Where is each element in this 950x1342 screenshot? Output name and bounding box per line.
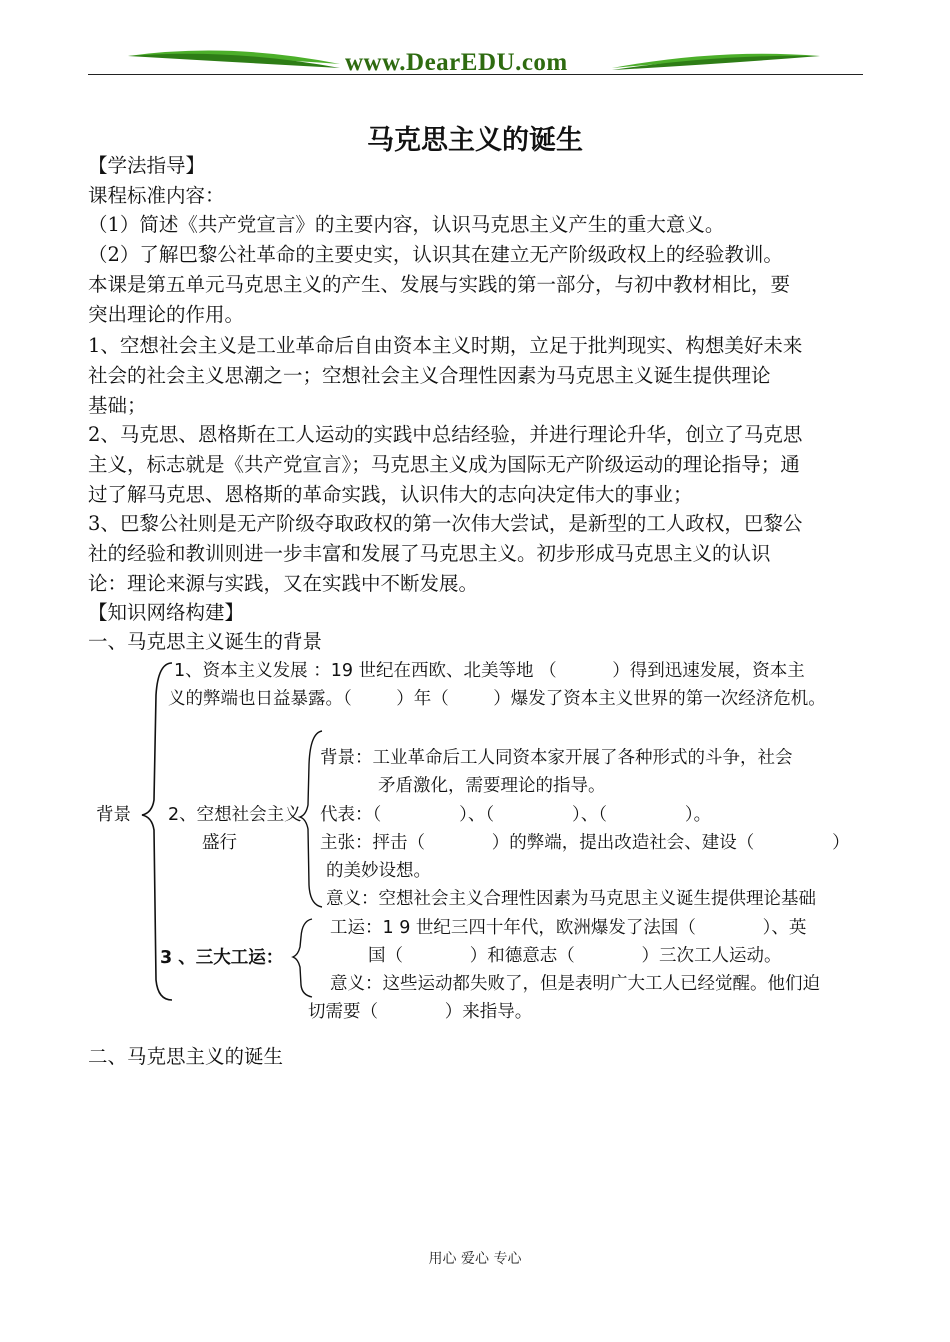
section-heading-network: 【知识网络构建】 [88,601,245,624]
diagram-item2-label: 2、空想社会主义 [168,805,302,825]
diagram-item2-label: 盛行 [202,833,237,853]
page-footer: 用心 爱心 专心 [428,1251,522,1267]
section-heading-study: 【学法指导】 [88,154,206,177]
diagram-item1: 义的弊端也日益暴露。（ ）年（ ）爆发了资本主义世界的第一次经济危机。 [168,689,826,709]
paragraph-line: 突出理论的作用。 [88,303,245,326]
diagram-item2-meaning: 意义：空想社会主义合理性因素为马克思主义诞生提供理论基础 [326,889,816,909]
diagram-item2-claim: 的美妙设想。 [326,861,431,881]
paragraph-line: 过了解马克思、恩格斯的革命实践，认识伟大的志向决定伟大的事业； [88,483,693,506]
diagram-item1: 1、资本主义发展 ：19 世纪在西欧、北美等地 （ ）得到迅速发展，资本主 [174,661,805,681]
paragraph-line: （2）了解巴黎公社革命的主要史实，认识其在建立无产阶级政权上的经验教训。 [88,243,783,266]
diagram-item2-background: 矛盾激化，需要理论的指导。 [378,776,606,796]
paragraph-line: 2、马克思、恩格斯在工人运动的实践中总结经验，并进行理论升华，创立了马克思 [88,423,803,446]
paragraph-line: 社会的社会主义思潮之一；空想社会主义合理性因素为马克思主义诞生提供理论 [88,364,771,387]
diagram-item3-meaning: 切需要（ ）来指导。 [308,1002,533,1022]
page-title: 马克思主义的诞生 [367,125,583,156]
knowledge-diagram [90,655,870,1035]
diagram-item2-representatives: 代表：（ ）、（ ）、（ ）。 [320,805,712,825]
diagram-item3-label: 3 、三大工运： [160,948,284,968]
page-header [0,0,950,80]
diagram-root: 背景 [96,805,131,825]
paragraph-line: （1）简述《共产党宣言》的主要内容，认识马克思主义产生的重大意义。 [88,213,725,236]
diagram-item2-claim: 主张：抨击（ ）的弊端，提出改造社会、建设（ ） [320,833,850,853]
diagram-item2-background: 背景：工业革命后工人同资本家开展了各种形式的斗争，社会 [320,748,793,768]
paragraph-line: 主义，标志就是《共产党宣言》；马克思主义成为国际无产阶级运动的理论指导；通 [88,453,800,476]
section-heading-background: 一、马克思主义诞生的背景 [88,630,323,653]
diagram-item3-movements: 国（ ）和德意志（ ）三次工人运动。 [368,946,782,966]
diagram-item3-movements: 工运：1 9 世纪三四十年代，欧洲爆发了法国（ ）、英 [330,918,807,938]
paragraph-line: 课程标准内容： [88,184,225,207]
section-heading-birth: 二、马克思主义的诞生 [88,1045,284,1068]
site-logo[interactable]: www.DearEDU.com [345,49,568,76]
paragraph-line: 论：理论来源与实践，又在实践中不断发展。 [88,572,479,595]
paragraph-line: 基础； [88,394,147,417]
paragraph-line: 社的经验和教训则进一步丰富和发展了马克思主义。初步形成马克思主义的认识 [88,542,771,565]
header-rule [88,74,863,75]
paragraph-line: 3、巴黎公社则是无产阶级夺取政权的第一次伟大尝试，是新型的工人政权，巴黎公 [88,512,803,535]
paragraph-line: 1、空想社会主义是工业革命后自由资本主义时期，立足于批判现实、构想美好未来 [88,334,803,357]
paragraph-line: 本课是第五单元马克思主义的产生、发展与实践的第一部分，与初中教材相比，要 [88,273,791,296]
diagram-item3-meaning: 意义：这些运动都失败了，但是表明广大工人已经觉醒。他们迫 [330,974,820,994]
